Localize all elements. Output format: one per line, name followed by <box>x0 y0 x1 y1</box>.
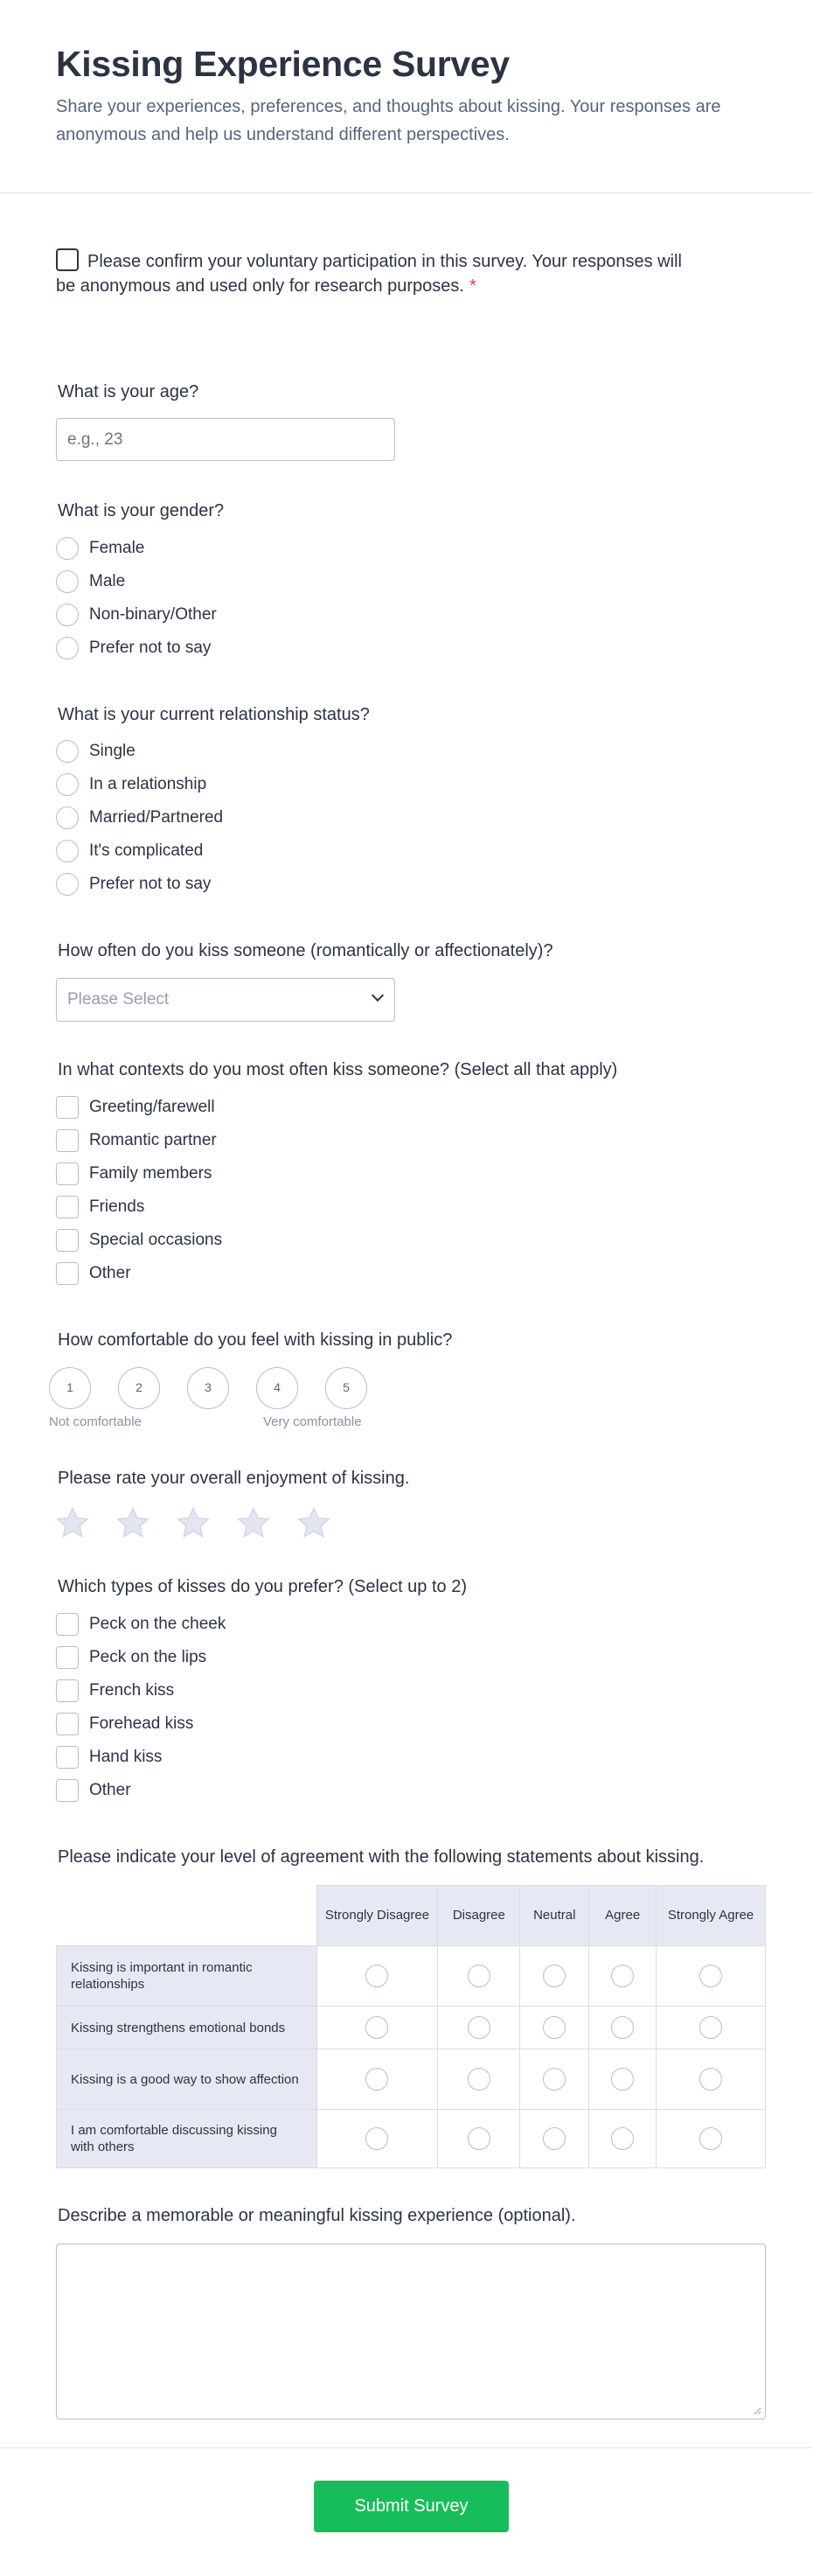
matrix-cell[interactable] <box>589 2049 657 2110</box>
checkbox[interactable] <box>56 1613 79 1636</box>
option-label: Forehead kiss <box>89 1714 194 1733</box>
consent-checkbox[interactable] <box>56 248 79 271</box>
scale-option[interactable]: 5 <box>325 1367 367 1409</box>
matrix-cell[interactable] <box>520 1946 589 2007</box>
matrix-row <box>57 2007 766 2049</box>
matrix-cell[interactable] <box>438 2110 520 2168</box>
matrix-cell[interactable] <box>316 1946 438 2007</box>
star-icon[interactable] <box>235 1504 272 1541</box>
radio-button[interactable] <box>468 2016 490 2039</box>
matrix-column-header: Neutral <box>520 1886 589 1946</box>
frequency-dropdown[interactable] <box>56 978 395 1022</box>
matrix-corner <box>57 1886 317 1946</box>
agreement-question-label: Please indicate your level of agreement with the following statements about kissing. <box>58 1847 705 1867</box>
radio-button[interactable] <box>543 2068 566 2091</box>
radio-button[interactable] <box>543 2127 566 2150</box>
matrix-cell[interactable] <box>589 2110 657 2168</box>
radio-button[interactable] <box>543 2016 566 2039</box>
matrix-row-label: Kissing strengthens emotional bonds <box>57 2007 317 2049</box>
age-question-label: What is your age? <box>58 382 199 401</box>
matrix-cell[interactable] <box>657 2110 766 2168</box>
radio-button[interactable] <box>365 2127 388 2150</box>
matrix-cell[interactable] <box>589 2007 657 2049</box>
radio-button[interactable] <box>468 2068 490 2091</box>
checkbox[interactable] <box>56 1229 79 1252</box>
option-label: Peck on the cheek <box>89 1615 226 1633</box>
kiss-type-option[interactable] <box>56 1778 131 1803</box>
checkbox[interactable] <box>56 1262 79 1285</box>
option-label: Greeting/farewell <box>89 1098 215 1116</box>
radio-button[interactable] <box>56 773 79 796</box>
star-icon[interactable] <box>54 1504 91 1541</box>
star-icon[interactable] <box>175 1504 212 1541</box>
enjoyment-question-label: Please rate your overall enjoyment of kissing. <box>58 1469 410 1488</box>
radio-button[interactable] <box>611 2127 634 2150</box>
radio-button[interactable] <box>56 637 79 660</box>
radio-button[interactable] <box>468 1965 490 1987</box>
relationship-question-label: What is your current relationship status? <box>58 705 370 724</box>
required-mark: * <box>469 276 476 296</box>
radio-button[interactable] <box>56 840 79 862</box>
star-icon[interactable] <box>295 1504 332 1541</box>
contexts-option[interactable] <box>56 1128 217 1153</box>
radio-button[interactable] <box>611 1965 634 1987</box>
memorable-textarea[interactable] <box>56 2244 766 2419</box>
agreement-matrix <box>56 1885 766 2168</box>
scale-option[interactable]: 1 <box>49 1367 91 1409</box>
scale-low-label: Not comfortable <box>49 1414 142 1429</box>
contexts-option[interactable] <box>56 1228 222 1253</box>
matrix-column-header: Disagree <box>438 1886 520 1946</box>
option-label: It's complicated <box>89 841 204 860</box>
option-label: Friends <box>89 1197 145 1216</box>
option-label: Peck on the lips <box>89 1648 207 1666</box>
gender-question-label: What is your gender? <box>58 501 225 520</box>
kiss-type-option[interactable] <box>56 1712 193 1736</box>
age-input[interactable] <box>56 418 395 461</box>
option-label: Other <box>89 1781 131 1799</box>
frequency-question-label: How often do you kiss someone (romantically or affectionately)? <box>58 941 553 960</box>
radio-button[interactable] <box>543 1965 566 1987</box>
option-label: Romantic partner <box>89 1131 217 1149</box>
matrix-cell[interactable] <box>657 2049 766 2110</box>
checkbox[interactable] <box>56 1096 79 1119</box>
option-label: Male <box>89 572 126 590</box>
radio-button[interactable] <box>56 537 79 560</box>
checkbox[interactable] <box>56 1713 79 1735</box>
radio-button[interactable] <box>699 2068 722 2091</box>
dropdown-value: Please Select <box>67 990 170 1009</box>
option-label: Prefer not to say <box>89 875 212 893</box>
kiss-type-option[interactable] <box>56 1679 174 1703</box>
matrix-cell[interactable] <box>316 2007 438 2049</box>
submit-button[interactable]: Submit Survey <box>314 2481 509 2532</box>
consent-text: Please confirm your voluntary participation in this survey. Your responses will be anonymous and used only for research purposes. <box>56 252 682 296</box>
radio-button[interactable] <box>365 1965 388 1987</box>
contexts-question-label: In what contexts do you most often kiss someone? (Select all that apply) <box>58 1060 618 1079</box>
footer-divider <box>0 2447 813 2448</box>
option-label: In a relationship <box>89 775 207 793</box>
gender-option[interactable] <box>56 569 125 594</box>
form-header <box>0 0 813 193</box>
matrix-column-header: Agree <box>589 1886 657 1946</box>
matrix-row <box>57 1946 766 2007</box>
matrix-cell[interactable] <box>316 2049 438 2110</box>
matrix-row <box>57 2110 766 2168</box>
relationship-option[interactable] <box>56 839 203 863</box>
checkbox[interactable] <box>56 1129 79 1152</box>
checkbox[interactable] <box>56 1162 79 1185</box>
radio-button[interactable] <box>468 2127 490 2150</box>
matrix-cell[interactable] <box>657 2007 766 2049</box>
matrix-cell[interactable] <box>316 2110 438 2168</box>
star-icon[interactable] <box>115 1504 151 1541</box>
contexts-option[interactable] <box>56 1261 131 1286</box>
radio-button[interactable] <box>699 1965 722 1987</box>
checkbox[interactable] <box>56 1746 79 1769</box>
matrix-cell[interactable] <box>520 2110 589 2168</box>
matrix-row <box>57 2049 766 2110</box>
chevron-down-icon <box>372 989 384 1002</box>
option-label: Prefer not to say <box>89 639 212 657</box>
matrix-header-row <box>57 1886 766 1946</box>
relationship-option[interactable] <box>56 739 136 764</box>
memorable-question-label: Describe a memorable or meaningful kissing experience (optional). <box>58 2206 576 2225</box>
scale-option[interactable]: 3 <box>187 1367 229 1409</box>
relationship-option[interactable] <box>56 872 211 897</box>
contexts-option[interactable] <box>56 1095 215 1120</box>
option-label: Female <box>89 539 145 557</box>
radio-button[interactable] <box>56 740 79 763</box>
scale-high-label: Very comfortable <box>263 1414 362 1429</box>
resize-handle-icon[interactable] <box>753 2406 761 2415</box>
matrix-cell[interactable] <box>657 1946 766 2007</box>
kiss-type-option[interactable] <box>56 1645 206 1670</box>
checkbox[interactable] <box>56 1196 79 1218</box>
matrix-cell[interactable] <box>438 2007 520 2049</box>
radio-button[interactable] <box>611 2016 634 2039</box>
radio-button[interactable] <box>365 2016 388 2039</box>
kiss-types-question-label: Which types of kisses do you prefer? (Select up to 2) <box>58 1577 467 1596</box>
matrix-row-label: Kissing is a good way to show affection <box>57 2049 317 2110</box>
radio-button[interactable] <box>56 570 79 593</box>
consent-field <box>56 248 685 298</box>
contexts-option[interactable] <box>56 1195 144 1219</box>
option-label: Single <box>89 742 136 760</box>
matrix-row-label: Kissing is important in romantic relationships <box>57 1946 317 2007</box>
radio-button[interactable] <box>56 806 79 829</box>
radio-button[interactable] <box>365 2068 388 2091</box>
relationship-option[interactable] <box>56 806 223 830</box>
relationship-option[interactable] <box>56 772 206 797</box>
radio-button[interactable] <box>56 604 79 626</box>
kiss-type-option[interactable] <box>56 1612 226 1637</box>
option-label: Non-binary/Other <box>89 605 217 624</box>
gender-option[interactable] <box>56 636 211 660</box>
matrix-cell[interactable] <box>438 2049 520 2110</box>
matrix-column-header: Strongly Agree <box>657 1886 766 1946</box>
comfort-question-label: How comfortable do you feel with kissing in public? <box>58 1330 453 1350</box>
matrix-cell[interactable] <box>520 2007 589 2049</box>
scale-option[interactable]: 4 <box>256 1367 298 1409</box>
option-label: Hand kiss <box>89 1748 163 1766</box>
option-label: French kiss <box>89 1681 175 1700</box>
checkbox[interactable] <box>56 1646 79 1669</box>
page-title: Kissing Experience Survey <box>56 44 510 84</box>
radio-button[interactable] <box>699 2016 722 2039</box>
matrix-cell[interactable] <box>589 1946 657 2007</box>
option-label: Family members <box>89 1164 212 1183</box>
option-label: Other <box>89 1264 131 1282</box>
matrix-column-header: Strongly Disagree <box>316 1886 438 1946</box>
radio-button[interactable] <box>611 2068 634 2091</box>
page-subtitle: Share your experiences, preferences, and thoughts about kissing. Your responses are anonymous and help us understand different perspectives. <box>56 97 721 144</box>
contexts-option[interactable] <box>56 1162 212 1186</box>
checkbox[interactable] <box>56 1679 79 1702</box>
scale-option[interactable]: 2 <box>118 1367 160 1409</box>
matrix-cell[interactable] <box>520 2049 589 2110</box>
checkbox[interactable] <box>56 1779 79 1802</box>
gender-option[interactable] <box>56 536 144 561</box>
matrix-row-label: I am comfortable discussing kissing with others <box>57 2110 317 2168</box>
radio-button[interactable] <box>699 2127 722 2150</box>
option-label: Married/Partnered <box>89 808 224 827</box>
matrix-cell[interactable] <box>438 1946 520 2007</box>
option-label: Special occasions <box>89 1231 223 1249</box>
kiss-type-option[interactable] <box>56 1745 162 1770</box>
gender-option[interactable] <box>56 603 217 627</box>
radio-button[interactable] <box>56 873 79 896</box>
